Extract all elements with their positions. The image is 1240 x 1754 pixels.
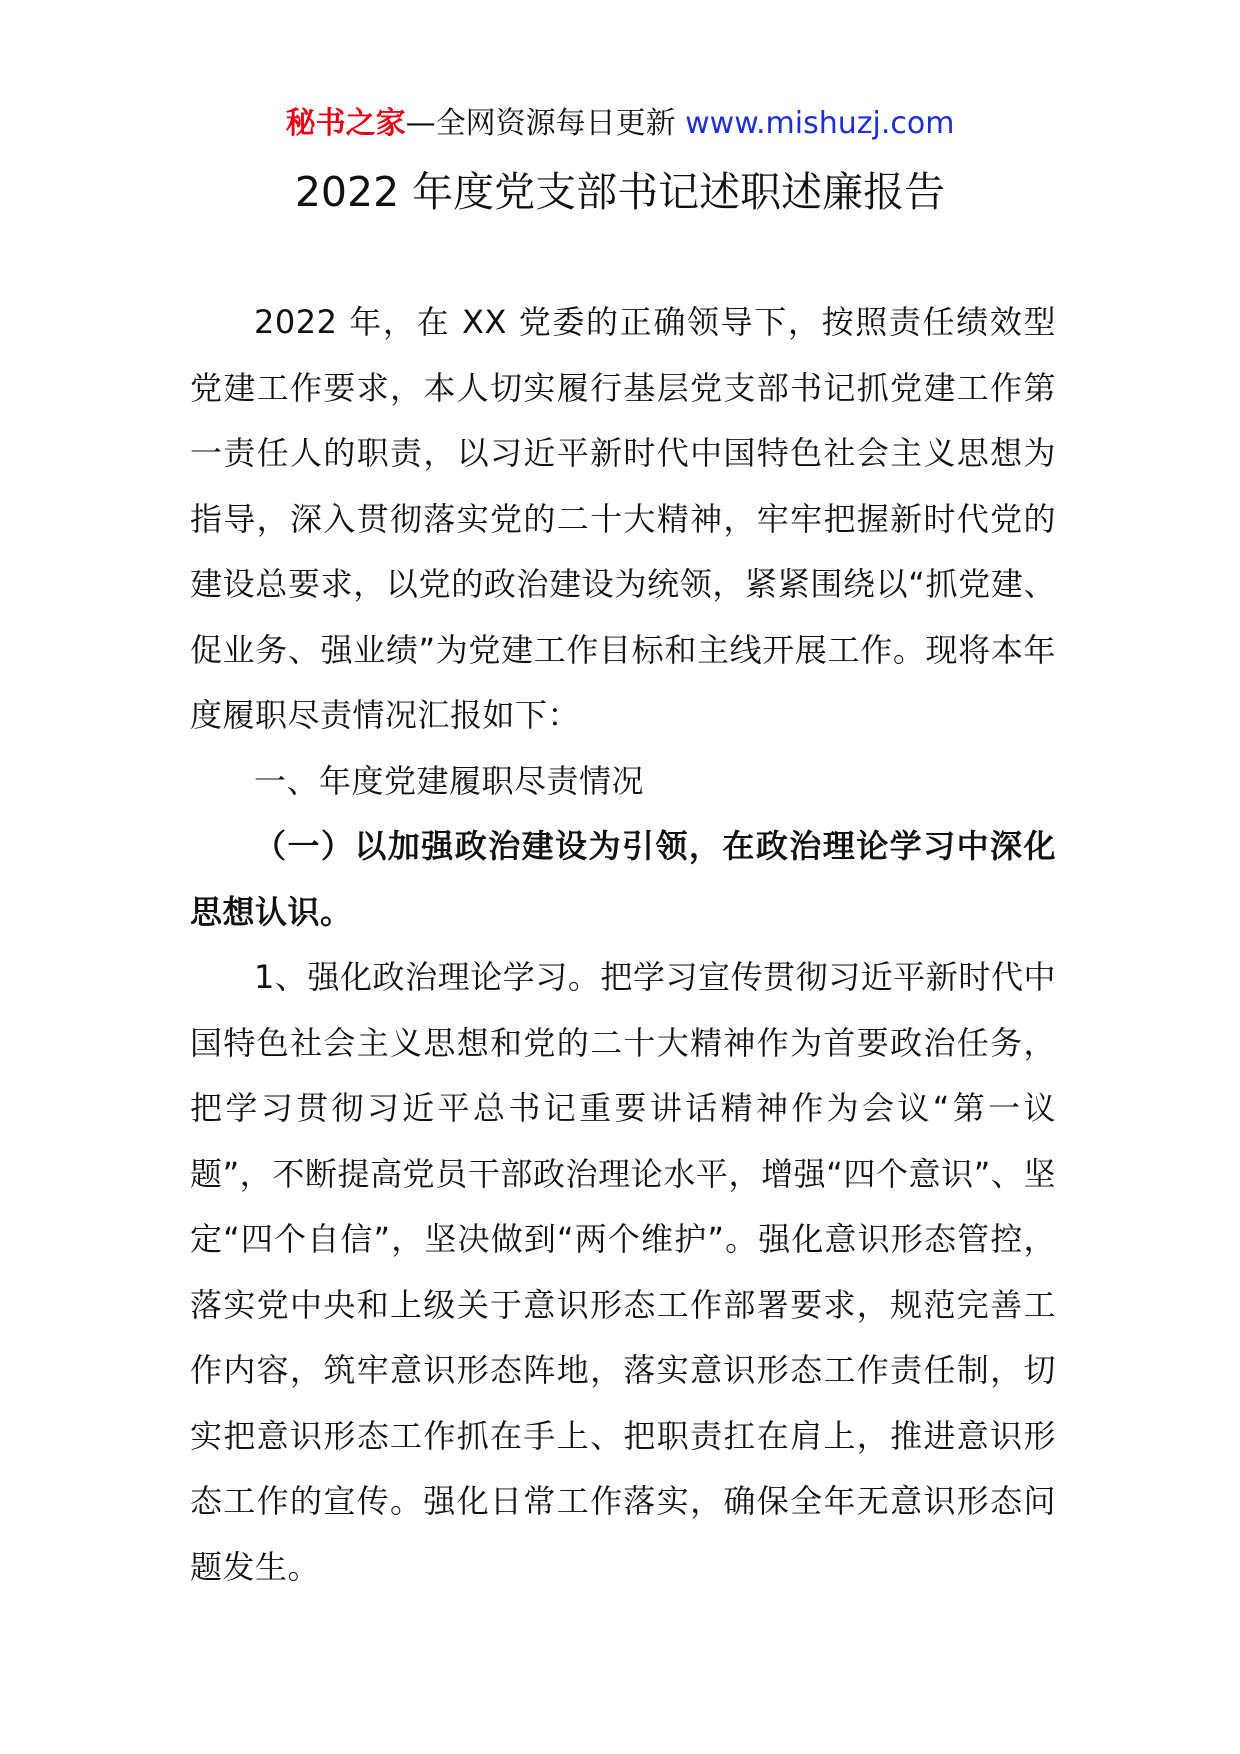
document-title: 2022 年度党支部书记述职述廉报告 <box>294 168 946 216</box>
website-link[interactable]: www.mishuzj.com <box>685 106 955 141</box>
brand-name: 秘书之家 <box>285 106 406 141</box>
section-heading-1: 一、年度党建履职尽责情况 <box>254 761 645 800</box>
watermark-header <box>0 100 1240 148</box>
header-slogan: —全网资源每日更新 <box>405 106 686 141</box>
subsection-heading-1: （一）以加强政治建设为引领，在政治理论学习中深化思想认识。 <box>190 827 1056 931</box>
body-paragraph-1: 1、强化政治理论学习。把学习宣传贯彻习近平新时代中国特色社会主义思想和党的二十大精神作为首要政治任务，把学习贯彻习近平总书记重要讲话精神作为会议“第一议题”，不断提高党员干部政治理论水平，增强“四个意识”、坚定“四个自信”，坚决做到“两个维护”。强化意识形态管控，落实党中央和上级关于意识形态工作部署要求，规范完善工作内容，筑牢意识形态阵地，落实意识形态工作责任制，切实把意识形态工作抓在手上、把职责扛在肩上，推进意识形态工作的宣传。强化日常工作落实，确保全年无意识形态问题发生。 <box>190 958 1056 1586</box>
document-body <box>190 290 1056 1600</box>
intro-paragraph: 2022 年，在 XX 党委的正确领导下，按照责任绩效型党建工作要求，本人切实履行基层党支部书记抓党建工作第一责任人的职责，以习近平新时代中国特色社会主义思想为指导，深入贯彻落实党的二十大精神，牢牢把握新时代党的建设总要求，以党的政治建设为统领，紧紧围绕以“抓党建、促业务、强业绩”为党建工作目标和主线开展工作。现将本年度履职尽责情况汇报如下： <box>190 303 1056 734</box>
